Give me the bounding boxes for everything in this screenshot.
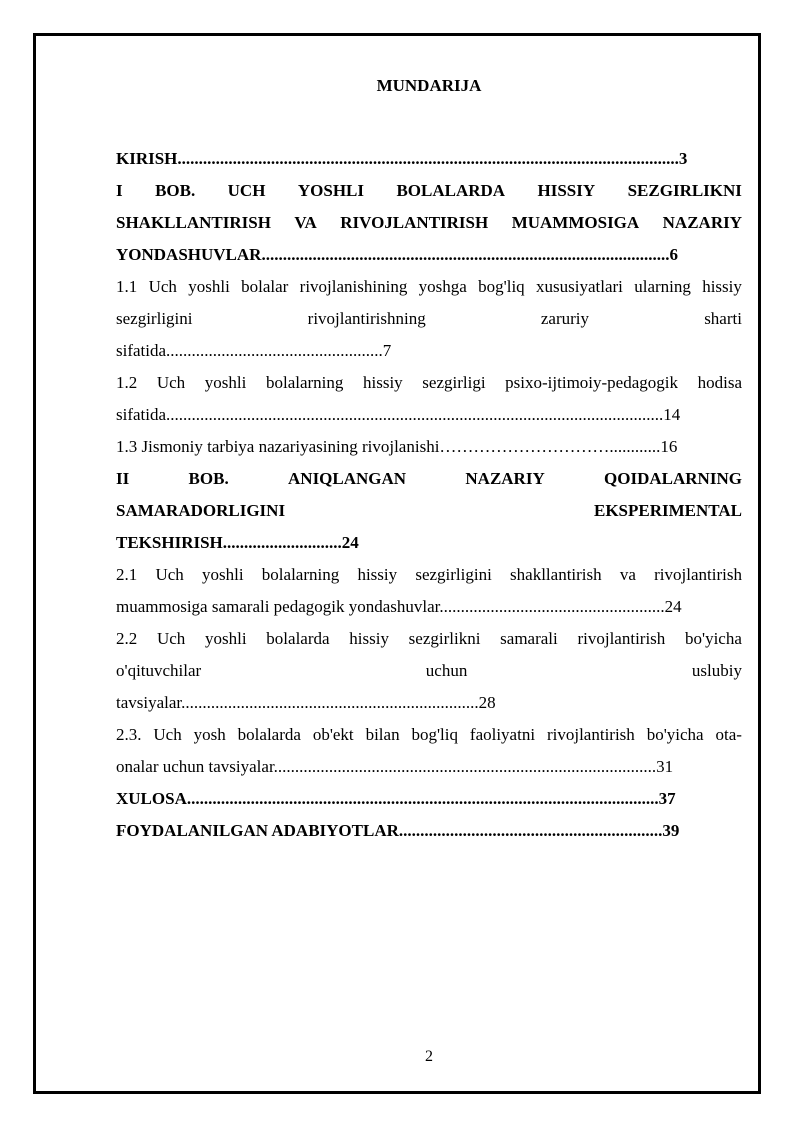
toc-entry-2-2-line2[interactable]: [116, 655, 742, 687]
toc-word: ota-: [715, 725, 742, 744]
toc-word: SEZGIRLIKNI: [627, 181, 742, 200]
toc-word: VA: [294, 213, 317, 232]
toc-word: 1.2: [116, 373, 138, 392]
toc-word: I: [116, 181, 123, 200]
toc-entry-bob1-line1[interactable]: [116, 175, 742, 207]
toc-entry-kirish[interactable]: KIRISH......................................................................................................................3: [116, 149, 688, 168]
toc-word: bog'liq: [411, 725, 458, 744]
toc-word: rivojlantirish: [577, 629, 666, 648]
toc-word: rivojlanishining: [299, 277, 408, 296]
toc-word: bolalarning: [265, 373, 344, 392]
toc-word: NAZARIY: [465, 469, 545, 488]
toc-entry-1-1-line1[interactable]: [116, 271, 742, 303]
toc-entry-bob1-line2[interactable]: [116, 207, 742, 239]
toc-word: Uch: [155, 565, 184, 584]
toc-word: rivojlantirish: [654, 565, 742, 584]
toc-word: zaruriy: [540, 309, 590, 328]
toc-word: bolalarda: [266, 629, 330, 648]
toc-word: ANIQLANGAN: [288, 469, 407, 488]
toc-entry-2-3-line2[interactable]: onalar uchun tavsiyalar..........................................................................................31: [116, 757, 674, 776]
toc-word: MUAMMOSIGA: [511, 213, 640, 232]
toc-word: yoshli: [202, 565, 244, 584]
toc-entry-2-3-line1[interactable]: [116, 719, 742, 751]
table-of-contents: [116, 143, 742, 847]
toc-word: va: [619, 565, 636, 584]
toc-entry-1-1-line2[interactable]: [116, 303, 742, 335]
toc-word: SAMARADORLIGINI: [116, 501, 286, 520]
toc-word: bolalarda: [237, 725, 301, 744]
toc-word: 2.1: [116, 565, 138, 584]
page-title: MUNDARIJA: [376, 76, 482, 95]
toc-word: Uch: [153, 725, 182, 744]
toc-word: ularning: [634, 277, 691, 296]
toc-word: Uch: [156, 373, 186, 392]
toc-word: psixo-ijtimoiy-pedagogik: [505, 373, 678, 392]
toc-word: yosh: [193, 725, 226, 744]
toc-word: yoshli: [204, 373, 247, 392]
toc-word: faoliyatni: [469, 725, 536, 744]
toc-word: HISSIY: [537, 181, 596, 200]
toc-word: BOLALARDA: [396, 181, 506, 200]
toc-word: hodisa: [697, 373, 742, 392]
toc-entry-2-2-line3[interactable]: tavsiyalar......................................................................28: [116, 693, 496, 712]
toc-word: bilan: [365, 725, 400, 744]
toc-word: RIVOJLANTIRISH: [340, 213, 489, 232]
toc-word: bolalarning: [261, 565, 340, 584]
toc-word: hissiy: [357, 565, 398, 584]
toc-word: SHAKLLANTIRISH: [116, 213, 271, 232]
toc-word: hissiy: [363, 373, 403, 392]
toc-word: rivojlantirish: [546, 725, 635, 744]
toc-word: II: [116, 469, 130, 488]
toc-entry-adabiyotlar[interactable]: FOYDALANILGAN ADABIYOTLAR..............................................................39: [116, 821, 680, 840]
toc-entry-bob2-line1[interactable]: [116, 463, 742, 495]
toc-word: sharti: [704, 309, 742, 328]
toc-word: QOIDALARNING: [604, 469, 742, 488]
toc-entry-2-1-line1[interactable]: [116, 559, 742, 591]
toc-word: yoshli: [188, 277, 230, 296]
toc-word: sezgirligini: [415, 565, 492, 584]
toc-word: NAZARIY: [662, 213, 742, 232]
toc-word: bo'yicha: [685, 629, 742, 648]
toc-word: BOB.: [188, 469, 229, 488]
toc-word: BOB.: [155, 181, 196, 200]
toc-word: Uch: [148, 277, 177, 296]
toc-word: sezgirlikni: [408, 629, 481, 648]
toc-word: yoshli: [205, 629, 247, 648]
toc-word: sezgirligi: [422, 373, 486, 392]
toc-word: yoshga: [418, 277, 467, 296]
toc-word: uchun: [425, 661, 468, 680]
toc-word: rivojlantirishning: [307, 309, 426, 328]
toc-word: bo'yicha: [646, 725, 704, 744]
toc-word: ob'ekt: [312, 725, 354, 744]
toc-entry-1-3[interactable]: 1.3 Jismoniy tarbiya nazariyasining rivojlanishi…………………………............16: [116, 437, 678, 456]
toc-word: uslubiy: [691, 661, 742, 680]
toc-word: sezgirligini: [116, 309, 193, 328]
toc-entry-bob2-line3[interactable]: TEKSHIRISH............................24: [116, 533, 359, 552]
toc-word: o'qituvchilar: [116, 661, 202, 680]
page-number: 2: [425, 1048, 433, 1065]
toc-word: samarali: [500, 629, 558, 648]
toc-word: EKSPERIMENTAL: [594, 501, 742, 520]
toc-entry-2-2-line1[interactable]: [116, 623, 742, 655]
toc-word: hissiy: [349, 629, 389, 648]
toc-entry-xulosa[interactable]: XULOSA...............................................................................................................37: [116, 789, 676, 808]
toc-word: xususiyatlari: [536, 277, 623, 296]
toc-word: shakllantirish: [510, 565, 602, 584]
toc-entry-1-1-line3[interactable]: sifatida...................................................7: [116, 341, 392, 360]
toc-word: 2.3.: [116, 725, 142, 744]
toc-word: YOSHLI: [297, 181, 365, 200]
toc-word: hissiy: [702, 277, 742, 296]
toc-word: bog'liq: [478, 277, 525, 296]
toc-entry-1-2-line2[interactable]: sifatida.....................................................................................................................14: [116, 405, 681, 424]
toc-entry-bob2-line2[interactable]: [116, 495, 742, 527]
toc-word: bolalar: [241, 277, 289, 296]
toc-word: 1.1: [116, 277, 138, 296]
toc-entry-bob1-line3[interactable]: YONDASHUVLAR................................................................................................6: [116, 245, 678, 264]
toc-entry-1-2-line1[interactable]: [116, 367, 742, 399]
toc-word: 2.2: [116, 629, 138, 648]
toc-entry-2-1-line2[interactable]: muammosiga samarali pedagogik yondashuvlar.....................................................24: [116, 597, 682, 616]
toc-word: Uch: [156, 629, 186, 648]
toc-word: UCH: [227, 181, 266, 200]
